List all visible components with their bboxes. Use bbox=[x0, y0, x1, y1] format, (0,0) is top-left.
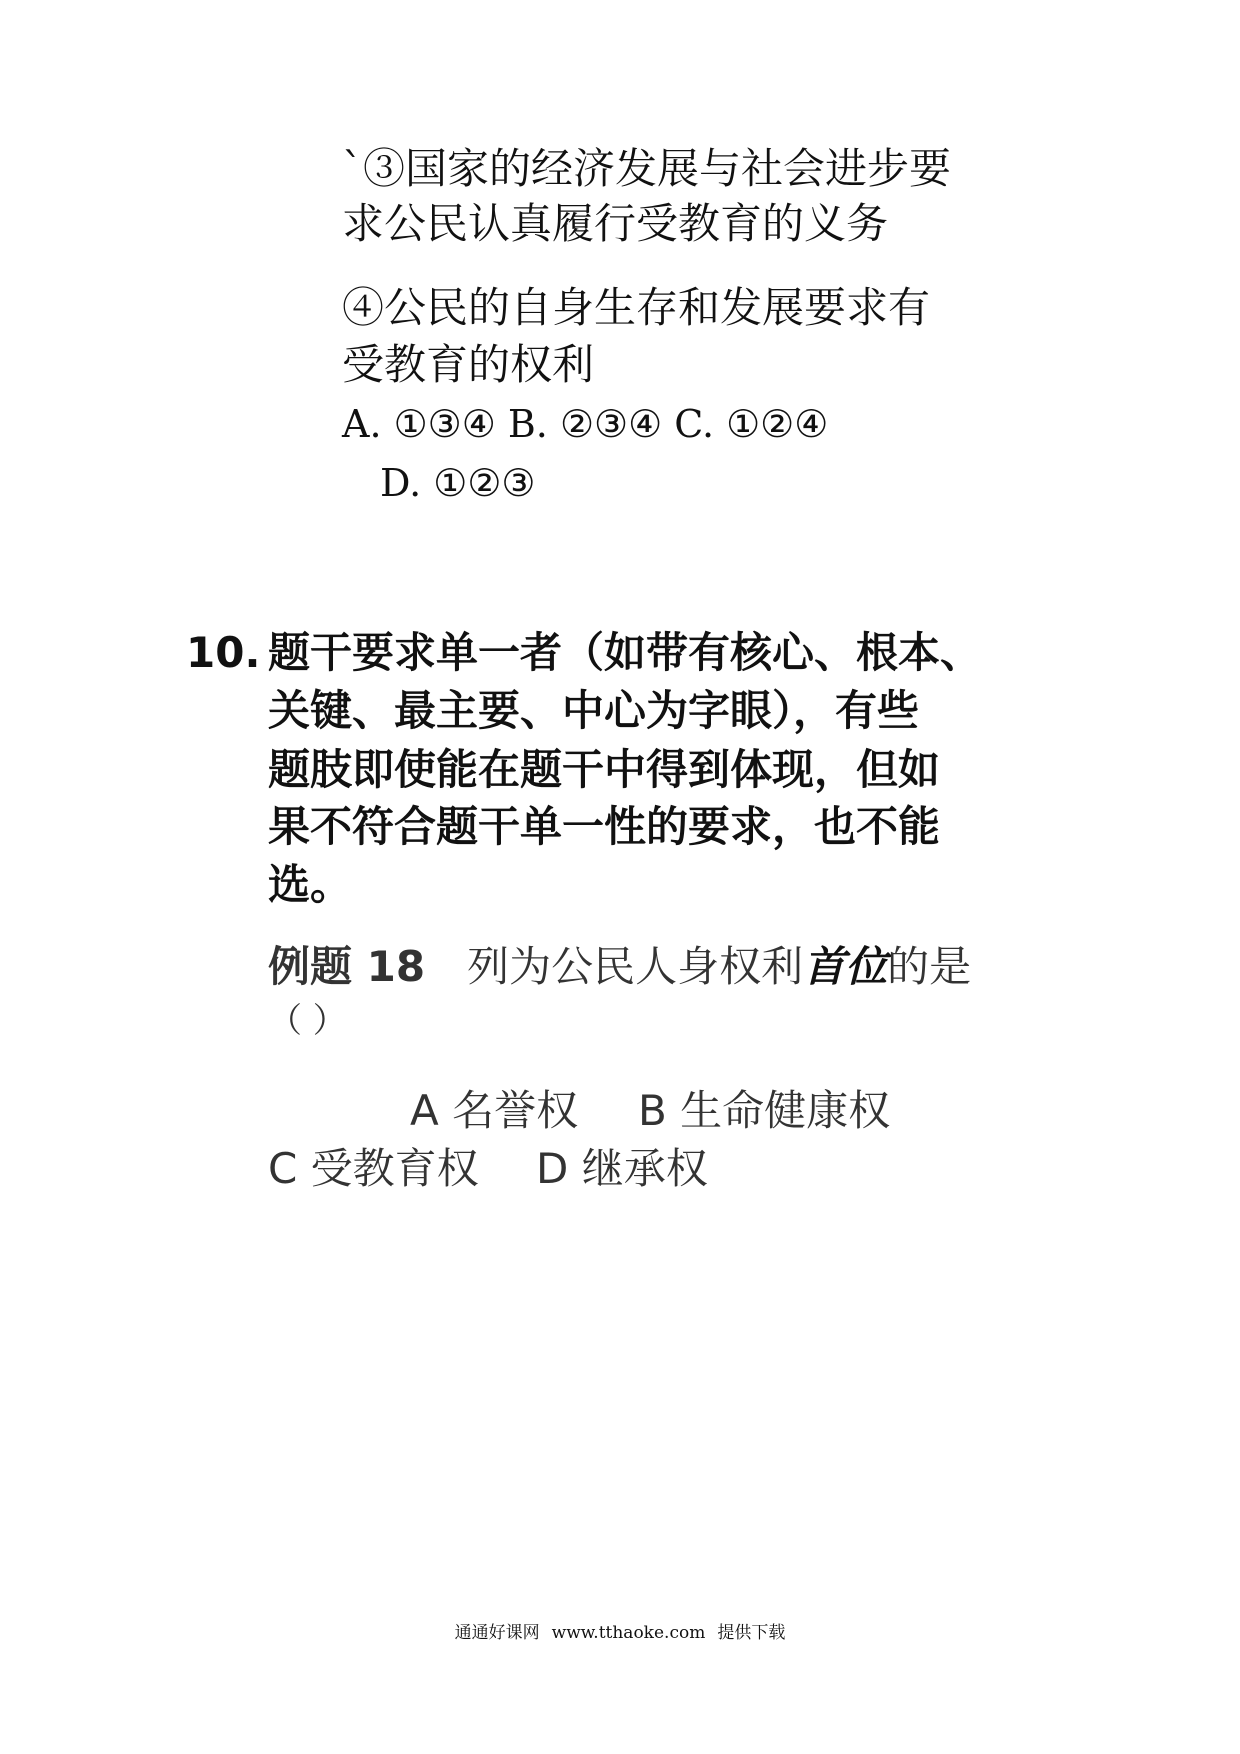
option-a: A 名誉权 bbox=[410, 1086, 579, 1135]
option-3-line-2: 求公民认真履行受教育的义务 bbox=[342, 199, 889, 248]
tip-line-2: 关键、最主要、中心为字眼），有些 bbox=[268, 686, 920, 735]
footer-url[interactable]: www.tthaoke.com bbox=[551, 1623, 706, 1643]
tip-line-4: 果不符合题干单一性的要求，也不能 bbox=[268, 802, 941, 851]
example-emphasis: 首位 bbox=[803, 942, 888, 991]
option-4-line-1: ④公民的自身生存和发展要求有 bbox=[342, 283, 931, 332]
example-stem bbox=[268, 942, 972, 991]
footer-suffix: 提供下载 bbox=[717, 1623, 786, 1643]
tip-line-3: 题肢即使能在题干中得到体现，但如 bbox=[268, 745, 941, 794]
tip-number: 10. bbox=[186, 628, 261, 677]
option-d: D 继承权 bbox=[536, 1144, 708, 1193]
answer-choices-line-1: A. ①③④ B. ②③④ C. ①②④ bbox=[342, 402, 829, 446]
option-3-line-1: `③国家的经济发展与社会进步要 bbox=[342, 144, 952, 193]
option-c: C 受教育权 bbox=[268, 1144, 479, 1193]
answer-choices-line-2: D. ①②③ bbox=[380, 461, 536, 505]
page-footer bbox=[0, 1618, 1240, 1643]
option-b: B 生命健康权 bbox=[638, 1086, 891, 1135]
example-stem-text: 列为公民人身权利 bbox=[467, 942, 804, 991]
tip-line-1: 题干要求单一者（如带有核心、根本、 bbox=[268, 628, 983, 677]
option-4-line-2: 受教育的权利 bbox=[342, 340, 595, 389]
example-stem-tail: 的是 bbox=[887, 942, 972, 991]
answer-blank: （ ） bbox=[268, 1001, 347, 1041]
example-label: 例题 18 bbox=[268, 942, 426, 991]
footer-site-name: 通通好课网 bbox=[454, 1623, 540, 1643]
tip-line-5: 选。 bbox=[268, 860, 353, 909]
